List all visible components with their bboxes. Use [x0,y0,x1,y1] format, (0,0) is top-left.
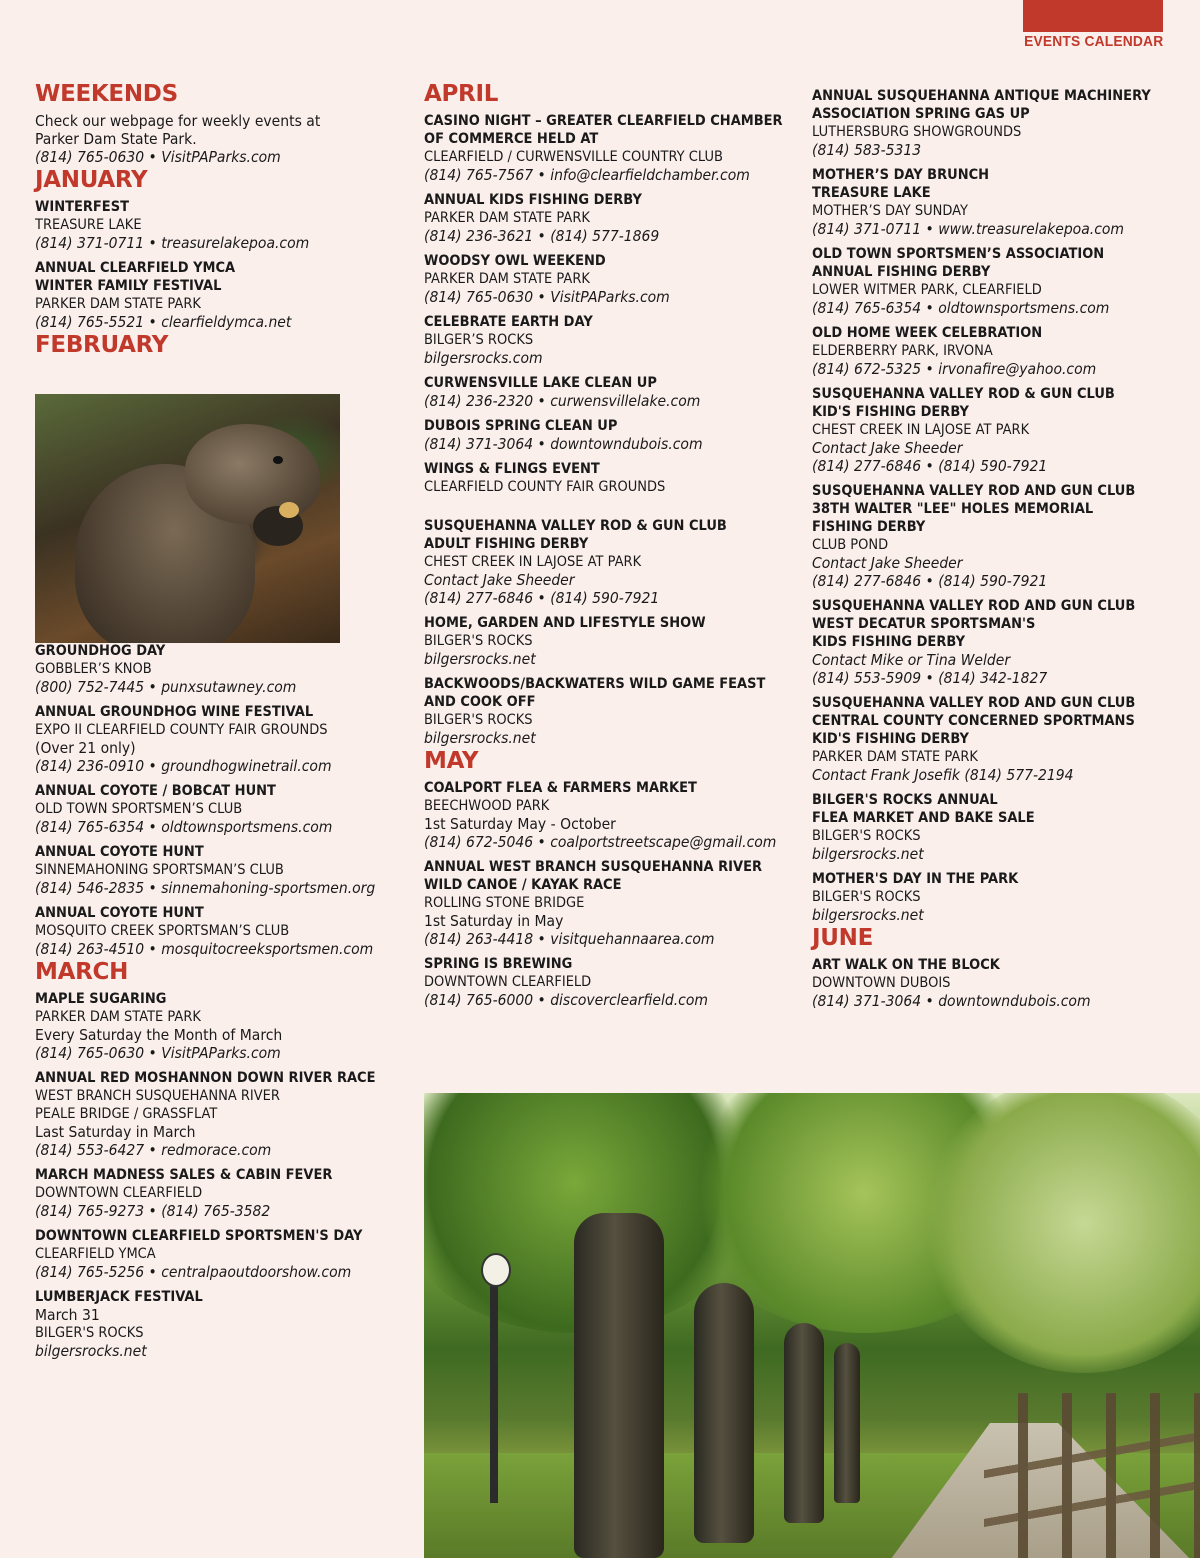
event-contact: bilgersrocks.net [424,729,536,747]
column-2 [424,80,794,1009]
event-title: ANNUAL RED MOSHANNON DOWN RIVER RACE [35,1070,376,1086]
tree-trunk [694,1283,754,1543]
groundhog-head [185,424,320,524]
event-title: OF COMMERCE HELD AT [424,131,599,147]
event-location: BILGER'S ROCKS [35,1325,144,1341]
event-contact: (814) 371-0711 • treasurelakepoa.com [35,234,310,252]
event-location: BILGER'S ROCKS [424,712,533,728]
event-title: ANNUAL KIDS FISHING DERBY [424,192,642,208]
event-contact: (814) 765-0630 • VisitPAParks.com [35,1044,281,1062]
column-1 [35,80,405,1360]
month-heading: WEEKENDS [35,81,178,107]
event-entry [424,191,794,245]
event-entry [812,245,1182,317]
event-contact: Contact Jake Sheeder [812,554,963,572]
event-contact: (814) 277-6846 • (814) 590-7921 [812,572,1048,590]
event-contact: (800) 752-7445 • punxsutawney.com [35,678,297,696]
event-entry [424,252,794,306]
event-entry [35,259,405,331]
event-contact: (814) 765-7567 • info@clearfieldchamber.com [424,166,750,184]
event-contact: bilgersrocks.net [424,650,536,668]
event-note: 1st Saturday May - October [424,815,616,833]
event-contact: (814) 546-2835 • sinnemahoning-sportsmen.org [35,879,376,897]
event-contact: bilgersrocks.com [424,349,543,367]
event-title: ANNUAL FISHING DERBY [812,264,991,280]
event-title: OLD HOME WEEK CELEBRATION [812,325,1043,341]
event-note: Parker Dam State Park. [35,130,197,148]
event-note: Check our webpage for weekly events at [35,112,321,130]
event-contact: (814) 765-5521 • clearfieldymca.net [35,313,292,331]
event-entry [35,843,405,897]
groundhog-eye [273,456,283,464]
event-title: HOME, GARDEN AND LIFESTYLE SHOW [424,615,706,631]
park-tree-lined-path-photo [424,1093,1200,1558]
event-contact: (814) 263-4510 • mosquitocreeksportsmen.com [35,940,374,958]
groundhog-photo [35,394,340,643]
event-location: CHEST CREEK IN LAJOSE AT PARK [424,554,642,570]
event-location: PARKER DAM STATE PARK [424,271,590,287]
event-contact: (814) 263-4418 • visitquehannaarea.com [424,930,715,948]
event-location: LOWER WITMER PARK, CLEARFIELD [812,282,1042,298]
event-contact: (814) 672-5325 • irvonafire@yahoo.com [812,360,1097,378]
event-title: ANNUAL COYOTE HUNT [35,844,204,860]
event-contact: (814) 277-6846 • (814) 590-7921 [424,589,660,607]
event-location: GOBBLER’S KNOB [35,661,152,677]
event-location: DOWNTOWN CLEARFIELD [35,1185,203,1201]
event-contact: (814) 583-5313 [812,141,922,159]
event-location: MOSQUITO CREEK SPORTSMAN’S CLUB [35,923,290,939]
event-location: MOTHER’S DAY SUNDAY [812,203,969,219]
event-entry [812,870,1182,924]
event-title: 38TH WALTER "LEE" HOLES MEMORIAL [812,501,1094,517]
event-title: ANNUAL CLEARFIELD YMCA [35,260,236,276]
event-contact: Contact Frank Josefik (814) 577-2194 [812,766,1074,784]
event-location: OLD TOWN SPORTSMEN’S CLUB [35,801,243,817]
event-entry [424,614,794,668]
event-entry [424,417,794,453]
event-location: BILGER'S ROCKS [424,633,533,649]
event-title: ANNUAL COYOTE HUNT [35,905,204,921]
event-entry [812,597,1182,687]
event-contact: (814) 371-3064 • downtowndubois.com [424,435,703,453]
event-contact: (814) 236-3621 • (814) 577-1869 [424,227,660,245]
event-contact: bilgersrocks.net [812,845,924,863]
event-title: CURWENSVILLE LAKE CLEAN UP [424,375,657,391]
event-entry [812,385,1182,475]
event-contact: bilgersrocks.net [35,1342,147,1360]
section-label: EVENTS CALENDAR [1023,33,1163,50]
event-contact: (814) 236-2320 • curwensvillelake.com [424,392,701,410]
event-title: FISHING DERBY [812,519,926,535]
event-location: PARKER DAM STATE PARK [35,296,201,312]
event-entry [424,955,794,1009]
groundhog-food [279,502,299,518]
event-title: MARCH MADNESS SALES & CABIN FEVER [35,1167,333,1183]
event-title: WINTER FAMILY FESTIVAL [35,278,222,294]
event-title: MOTHER'S DAY IN THE PARK [812,871,1019,887]
event-title: WOODSY OWL WEEKEND [424,253,606,269]
event-title: AND COOK OFF [424,694,536,710]
event-location: EXPO II CLEARFIELD COUNTY FAIR GROUNDS [35,722,328,738]
event-entry [35,642,405,696]
month-heading: JUNE [812,925,873,951]
event-title: ART WALK ON THE BLOCK [812,957,1000,973]
event-title: ADULT FISHING DERBY [424,536,589,552]
event-entry [424,858,794,948]
event-contact: (814) 765-0630 • VisitPAParks.com [35,148,281,166]
event-title: WILD CANOE / KAYAK RACE [424,877,622,893]
event-entry [424,313,794,367]
event-title: DOWNTOWN CLEARFIELD SPORTSMEN'S DAY [35,1228,363,1244]
event-location: PARKER DAM STATE PARK [812,749,978,765]
event-title: WINTERFEST [35,199,129,215]
event-location: BILGER'S ROCKS [812,889,921,905]
event-title: GROUNDHOG DAY [35,643,166,659]
event-title: SUSQUEHANNA VALLEY ROD AND GUN CLUB [812,598,1136,614]
event-entry [812,791,1182,863]
tree-trunk [784,1323,824,1523]
event-entry [424,779,794,851]
event-location: ROLLING STONE BRIDGE [424,895,585,911]
event-location: CLEARFIELD COUNTY FAIR GROUNDS [424,479,666,495]
tree-canopy [924,1093,1200,1373]
event-contact: (814) 553-6427 • redmorace.com [35,1141,272,1159]
event-entry [35,198,405,252]
spacer [424,496,794,510]
event-entry [35,782,405,836]
event-contact: (814) 765-6354 • oldtownsportsmens.com [35,818,333,836]
event-contact: (814) 765-6000 • discoverclearfield.com [424,991,708,1009]
event-entry [35,1288,405,1360]
month-heading: APRIL [424,81,499,107]
event-entry [35,1227,405,1281]
event-title: KIDS FISHING DERBY [812,634,965,650]
event-location: SINNEMAHONING SPORTSMAN’S CLUB [35,862,284,878]
event-location: DOWNTOWN DUBOIS [812,975,951,991]
event-title: CELEBRATE EARTH DAY [424,314,593,330]
event-location: CLEARFIELD / CURWENSVILLE COUNTRY CLUB [424,149,723,165]
event-location: CLEARFIELD YMCA [35,1246,156,1262]
event-title: KID'S FISHING DERBY [812,404,969,420]
event-title: WINGS & FLINGS EVENT [424,461,600,477]
event-title: SUSQUEHANNA VALLEY ROD AND GUN CLUB [812,695,1136,711]
event-contact: (814) 765-6354 • oldtownsportsmens.com [812,299,1110,317]
event-entry [812,324,1182,378]
event-title: ANNUAL SUSQUEHANNA ANTIQUE MACHINERY [812,88,1151,104]
event-entry [35,904,405,958]
event-entry [812,482,1182,590]
event-title: CENTRAL COUNTY CONCERNED SPORTMANS [812,713,1135,729]
event-contact: (814) 553-5909 • (814) 342-1827 [812,669,1048,687]
event-entry [35,990,405,1062]
month-heading: FEBRUARY [35,332,169,358]
event-title: ANNUAL GROUNDHOG WINE FESTIVAL [35,704,314,720]
event-title: KID'S FISHING DERBY [812,731,969,747]
event-contact: (814) 765-0630 • VisitPAParks.com [424,288,670,306]
event-title: OLD TOWN SPORTSMEN’S ASSOCIATION [812,246,1105,262]
event-entry [35,703,405,775]
wooden-fence [984,1393,1200,1558]
event-entry [424,517,794,607]
event-note: Every Saturday the Month of March [35,1026,283,1044]
event-contact: (814) 236-0910 • groundhogwinetrail.com [35,757,332,775]
event-entry [35,1069,405,1159]
event-entry [812,956,1182,1010]
column-3 [812,80,1182,1010]
event-note: March 31 [35,1306,100,1324]
event-location: ELDERBERRY PARK, IRVONA [812,343,993,359]
event-location: PARKER DAM STATE PARK [35,1009,201,1025]
event-contact: Contact Jake Sheeder [424,571,575,589]
event-title: SUSQUEHANNA VALLEY ROD AND GUN CLUB [812,483,1136,499]
event-note: 1st Saturday in May [424,912,564,930]
event-title: LUMBERJACK FESTIVAL [35,1289,203,1305]
lamp-post [490,1273,498,1503]
event-title: COALPORT FLEA & FARMERS MARKET [424,780,697,796]
event-entry [812,694,1182,784]
event-location: CHEST CREEK IN LAJOSE AT PARK [812,422,1030,438]
event-title: ANNUAL WEST BRANCH SUSQUEHANNA RIVER [424,859,763,875]
header-tab [1023,0,1163,32]
event-title: ASSOCIATION SPRING GAS UP [812,106,1030,122]
event-entry [35,112,405,166]
event-contact: Contact Jake Sheeder [812,439,963,457]
event-entry [35,1166,405,1220]
tree-trunk [834,1343,860,1503]
event-location: BILGER’S ROCKS [424,332,534,348]
event-title: BACKWOODS/BACKWATERS WILD GAME FEAST [424,676,766,692]
event-location: DOWNTOWN CLEARFIELD [424,974,592,990]
event-entry [424,112,794,184]
event-contact: (814) 371-0711 • www.treasurelakepoa.com [812,220,1125,238]
event-entry [424,460,794,496]
event-title: FLEA MARKET AND BAKE SALE [812,810,1035,826]
month-heading: MAY [424,748,479,774]
event-contact: bilgersrocks.net [812,906,924,924]
event-title: DUBOIS SPRING CLEAN UP [424,418,618,434]
event-contact: (814) 765-9273 • (814) 765-3582 [35,1202,271,1220]
event-location: CLUB POND [812,537,889,553]
event-title: MAPLE SUGARING [35,991,167,1007]
event-note: Last Saturday in March [35,1123,196,1141]
event-location: BILGER'S ROCKS [812,828,921,844]
event-location: LUTHERSBURG SHOWGROUNDS [812,124,1022,140]
event-contact: (814) 277-6846 • (814) 590-7921 [812,457,1048,475]
event-contact: (814) 371-3064 • downtowndubois.com [812,992,1091,1010]
event-location: BEECHWOOD PARK [424,798,550,814]
event-title: SUSQUEHANNA VALLEY ROD & GUN CLUB [812,386,1115,402]
event-entry [424,374,794,410]
event-location: WEST BRANCH SUSQUEHANNA RIVER [35,1088,280,1104]
event-entry [424,675,794,747]
event-title: ANNUAL COYOTE / BOBCAT HUNT [35,783,276,799]
event-entry [812,166,1182,238]
event-note: (Over 21 only) [35,739,136,757]
event-entry [812,87,1182,159]
event-location: PARKER DAM STATE PARK [424,210,590,226]
event-title: SUSQUEHANNA VALLEY ROD & GUN CLUB [424,518,727,534]
event-contact: Contact Mike or Tina Welder [812,651,1011,669]
lamp-globe [481,1253,511,1287]
event-location: PEALE BRIDGE / GRASSFLAT [35,1106,218,1122]
event-title: SPRING IS BREWING [424,956,573,972]
event-title: TREASURE LAKE [812,185,931,201]
event-title: BILGER'S ROCKS ANNUAL [812,792,998,808]
event-title: CASINO NIGHT – GREATER CLEARFIELD CHAMBER [424,113,783,129]
event-title: WEST DECATUR SPORTSMAN'S [812,616,1036,632]
event-contact: (814) 672-5046 • coalportstreetscape@gmail.com [424,833,777,851]
month-heading: MARCH [35,959,129,985]
event-location: TREASURE LAKE [35,217,142,233]
event-contact: (814) 765-5256 • centralpaoutdoorshow.com [35,1263,352,1281]
month-heading: JANUARY [35,167,148,193]
event-title: MOTHER’S DAY BRUNCH [812,167,990,183]
tree-trunk [574,1213,664,1558]
